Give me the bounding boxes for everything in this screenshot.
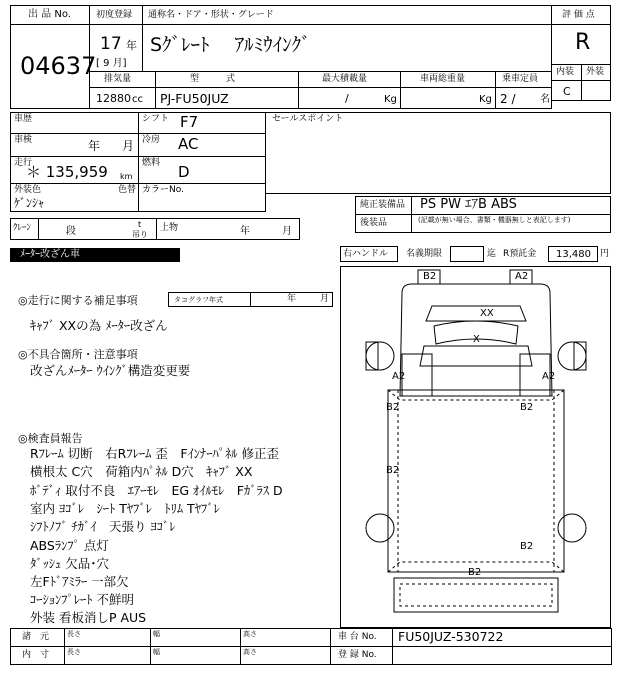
fuel-label: 燃料: [142, 158, 161, 168]
inspection-label: 車検: [14, 135, 33, 145]
label-b2-right-upper: B2: [520, 402, 534, 413]
history-label: 車歴: [14, 114, 33, 124]
label-a2-right: A2: [542, 371, 556, 382]
recycle-deposit-value: 13,480: [556, 249, 591, 260]
remainder-label: 迄: [487, 249, 497, 259]
upper-month: 月: [282, 226, 292, 237]
upper-year: 年: [240, 226, 250, 237]
supplement-title: ◎走行に関する補足事項: [18, 294, 138, 307]
inspector-line: 左Fﾄﾞｱﾐﾗｰ 一部欠: [30, 574, 129, 589]
rear-left-wheel: [366, 514, 394, 542]
title-deadline-label: 名義期限: [406, 249, 443, 259]
defect-line: 改ざんﾒｰﾀｰ ｳｲﾝｸﾞ構造変更要: [30, 363, 191, 378]
interior-score: C: [563, 85, 571, 98]
inspector-line: ﾎﾞﾃﾞｨ 取付不良 ｴｱｰﾓﾚ EG ｵｲﾙﾓﾚ Fｶﾞﾗｽ D: [30, 483, 283, 498]
model-label: 型 式: [190, 74, 236, 84]
interior-width-label: 幅: [153, 648, 160, 656]
specs-length-label: 長さ: [67, 630, 81, 638]
meter-tampered-text: ﾒｰﾀｰ改ざん車: [20, 249, 80, 260]
standard-equip-label: 純正装備品: [360, 200, 406, 210]
first-reg-year: 17: [100, 34, 122, 54]
inspector-line: ｼﾌﾄﾉﾌﾞ ﾁｶﾞｲ 天張り ﾖｺﾞﾚ: [30, 519, 176, 534]
displacement-unit: cc: [132, 94, 143, 105]
mileage-value: ＊ 135,959: [26, 163, 108, 181]
max-load-value: /: [345, 92, 349, 105]
shift-label: シフト: [142, 114, 170, 124]
crane-label: ｸﾚｰﾝ: [13, 223, 32, 233]
inspector-title: ◎検査員報告: [18, 432, 83, 445]
inspector-line: ｺｰｼｮﾝﾌﾟﾚｰﾄ 不鮮明: [30, 592, 134, 607]
capacity-label: 乗車定員: [502, 74, 539, 84]
gross-weight-unit: Kg: [479, 94, 492, 105]
name-label: 通称名・ドア・形状・グレード: [148, 10, 274, 20]
standard-equip-value: PS PW ｴｱB ABS: [420, 197, 517, 212]
inspector-line: 室内 ﾖｺﾞﾚ ｼｰﾄ Tﾔﾌﾞﾚ ﾄﾘﾑ Tﾔﾌﾞﾚ: [30, 501, 220, 516]
color-no-label: カラーNo.: [142, 185, 184, 195]
label-b2-right-lower: B2: [520, 541, 534, 552]
displacement-value: 12880: [96, 92, 131, 105]
inspector-line: 横根太 C穴 荷箱内ﾊﾟﾈﾙ D穴 ｷｬﾌﾞ XX: [30, 464, 253, 479]
chassis-label: 車 台 No.: [338, 632, 377, 642]
first-reg-month: [ 9 月]: [96, 58, 127, 69]
label-b2-left-lower: B2: [386, 465, 400, 476]
label-a2-left: A2: [392, 371, 406, 382]
displacement-label: 排気量: [104, 74, 132, 84]
ac-value: AC: [178, 135, 199, 153]
label-xx-cab: XX: [480, 308, 494, 319]
crane-ton: t: [138, 220, 142, 229]
ext-color-label: 外装色: [14, 185, 42, 195]
crane-tier: 段: [66, 226, 76, 237]
vehicle-name: Sｸﾞﾚｰﾄ ｱﾙﾐｳｲﾝｸﾞ: [150, 34, 311, 56]
overall-score: R: [575, 30, 591, 55]
supplement-line: ｷｬﾌﾞ XXの為 ﾒｰﾀｰ改ざん: [30, 318, 168, 333]
interior-length-label: 長さ: [67, 648, 81, 656]
crane-lift: 吊り: [132, 230, 148, 239]
mileage-label: 走行: [14, 158, 33, 168]
interior-score-label: 内装: [556, 67, 575, 77]
inspection-month: 月: [122, 139, 135, 153]
color-change-label: 色替: [118, 185, 137, 195]
front-right-wheel: [558, 342, 586, 370]
fuel-value: D: [178, 163, 190, 181]
label-b2-bottom: B2: [468, 567, 482, 578]
defect-title: ◎不具合箇所・注意事項: [18, 348, 138, 361]
rear-gate: [394, 578, 558, 612]
model-code: PJ-FU50JUZ: [160, 91, 229, 106]
aftermarket-note: (記載が無い場合、書類・機器無しと表記します): [418, 216, 571, 224]
capacity-unit: 名: [540, 94, 550, 105]
title-deadline-box: [450, 246, 484, 262]
ext-color-value: ｹﾞﾝｼｬ: [14, 196, 45, 210]
score-label: 評 価 点: [562, 10, 595, 20]
yen-unit: 円: [600, 249, 610, 259]
exterior-score-label: 外装: [586, 67, 605, 77]
tachograph-label: タコグラフ年式: [174, 296, 223, 304]
lot-number: 04637: [20, 52, 97, 80]
ac-label: 冷房: [142, 135, 161, 145]
interior-height-label: 高さ: [243, 648, 257, 656]
windshield: [426, 306, 526, 321]
upper-label: 上物: [160, 223, 179, 233]
cab-lower: [420, 346, 532, 366]
interior-dimensions-label: 内 寸: [22, 650, 50, 660]
steering-label: 右ハンドル: [343, 249, 389, 259]
specs-width-label: 幅: [153, 630, 160, 638]
capacity-value: 2 /: [500, 92, 516, 106]
chassis-number: FU50JUZ-530722: [398, 629, 504, 644]
gross-weight-label: 車両総重量: [420, 74, 466, 84]
registration-label: 登 録 No.: [338, 650, 377, 660]
max-load-unit: Kg: [384, 94, 397, 105]
lot-number-label: 出 品 No.: [28, 9, 71, 20]
cargo-body: [388, 390, 564, 572]
shift-value: F7: [180, 113, 199, 131]
rear-right-wheel: [558, 514, 586, 542]
inspector-line: Rﾌﾚｰﾑ 切断 右Rﾌﾚｰﾑ 歪 Fｲﾝﾅｰﾊﾟﾈﾙ 修正歪: [30, 446, 279, 461]
inspector-line: ﾀﾞｯｼｭ 欠品･穴: [30, 556, 109, 571]
inspection-year: 年: [88, 139, 101, 153]
specs-label: 諸 元: [22, 632, 50, 642]
tachograph-year: 年: [287, 294, 297, 304]
tachograph-month: 月: [320, 294, 330, 304]
max-load-label: 最大積載量: [322, 74, 368, 84]
label-b2-top-left: B2: [423, 271, 437, 282]
sales-point-label: セールスポイント: [272, 114, 344, 124]
front-left-wheel: [366, 342, 394, 370]
aftermarket-label: 後装品: [360, 218, 388, 228]
label-x-cab: X: [473, 334, 480, 345]
mileage-unit: km: [120, 172, 133, 181]
crane-row: [10, 218, 300, 240]
first-reg-year-unit: 年: [126, 39, 137, 52]
inspector-line: 外装 看板消しP AUS: [30, 610, 147, 625]
inspector-line: ABSﾗﾝﾌﾟ 点灯: [30, 538, 109, 553]
specs-height-label: 高さ: [243, 630, 257, 638]
recycle-deposit-label: R預託金: [503, 249, 537, 259]
first-reg-label: 初度登録: [96, 10, 133, 20]
label-b2-left-upper: B2: [386, 402, 400, 413]
label-a2-top-right: A2: [515, 271, 529, 282]
